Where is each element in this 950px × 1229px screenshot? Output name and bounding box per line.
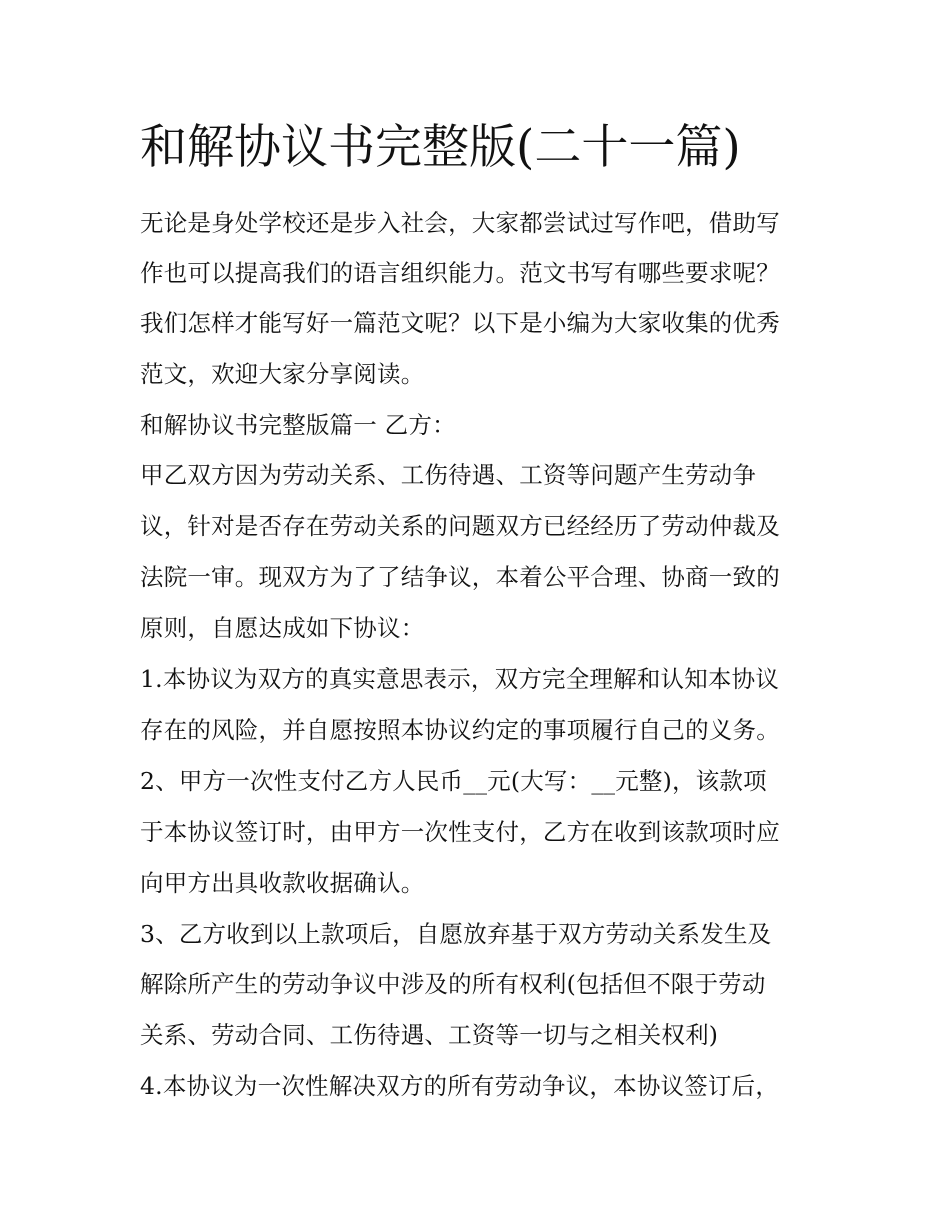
text-line: 甲乙双方因为劳动关系、工伤待遇、工资等问题产生劳动争 [140, 461, 757, 489]
text-line: 无论是身处学校还是步入社会，大家都尝试过写作吧，借助写 [140, 209, 780, 237]
clause-line: 于本协议签订时，由甲方一次性支付，乙方在收到该款项时应 [140, 818, 780, 846]
document-title: 和解协议书完整版(二十一篇) [140, 120, 741, 175]
clause-line: 3、乙方收到以上款项后，自愿放弃基于双方劳动关系发生及 [140, 920, 772, 948]
clause-line: 2、甲方一次性支付乙方人民币__元(大写：__元整)，该款项 [140, 767, 767, 795]
clause-line: 解除所产生的劳动争议中涉及的所有权利(包括但不限于劳动 [140, 970, 766, 998]
clause-line: 1.本协议为双方的真实意思表示，双方完全理解和认知本协议 [140, 665, 780, 693]
text-line: 范文，欢迎大家分享阅读。 [140, 360, 425, 388]
text-line: 原则，自愿达成如下协议： [140, 614, 425, 642]
clause-line: 关系、劳动合同、工伤待遇、工资等一切与之相关权利) [140, 1021, 719, 1049]
clause-line: 向甲方出具收款收据确认。 [140, 869, 425, 897]
clause-line: 4.本协议为一次性解决双方的所有劳动争议，本协议签订后， [140, 1072, 780, 1100]
text-line: 议，针对是否存在劳动关系的问题双方已经经历了劳动仲裁及 [140, 512, 780, 540]
text-line: 作也可以提高我们的语言组织能力。范文书写有哪些要求呢？ [140, 259, 780, 287]
text-line: 我们怎样才能写好一篇范文呢？以下是小编为大家收集的优秀 [140, 309, 780, 337]
text-line: 法院一审。现双方为了了结争议，本着公平合理、协商一致的 [140, 563, 780, 591]
section-heading: 和解协议书完整版篇一 乙方： [140, 411, 456, 439]
clause-line: 存在的风险，并自愿按照本协议约定的事项履行自己的义务。 [140, 716, 780, 744]
